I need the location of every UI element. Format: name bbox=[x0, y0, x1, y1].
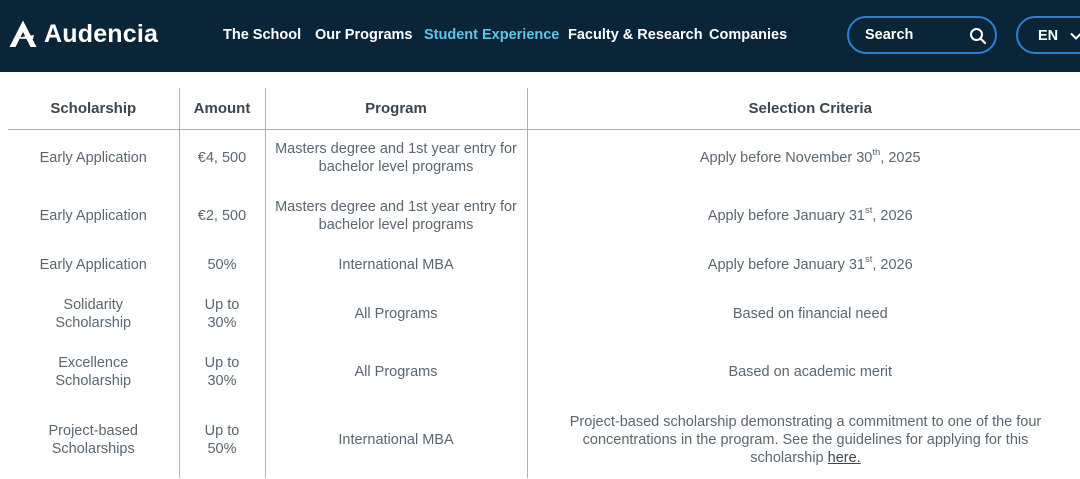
search-input[interactable] bbox=[865, 25, 965, 45]
language-label: EN bbox=[1038, 28, 1059, 44]
criteria-cell bbox=[527, 129, 1080, 186]
criteria-text: Project-based scholarship demonstrating a commitment to one of the four concentrations in the program. See the guidelines for applying for this scholarship bbox=[569, 414, 1042, 466]
table-header-row bbox=[8, 88, 1080, 129]
amount-cell bbox=[179, 342, 265, 402]
amount-cell: €4, 500 bbox=[179, 129, 265, 186]
column-header-program: Program bbox=[265, 88, 527, 129]
amount-cell: 50% bbox=[179, 245, 265, 285]
table-row bbox=[8, 402, 1080, 478]
nav-item-student-experience[interactable]: Student Experience bbox=[424, 27, 560, 43]
criteria-cell: Based on academic merit bbox=[527, 342, 1080, 402]
program-cell: Masters degree and 1st year entry for bachelor level programs bbox=[265, 129, 527, 186]
column-header-scholarship: Scholarship bbox=[8, 88, 179, 129]
table-row bbox=[8, 342, 1080, 402]
nav-item-companies[interactable]: Companies bbox=[709, 27, 788, 43]
language-selector[interactable] bbox=[1016, 16, 1080, 54]
chevron-down-icon bbox=[1070, 30, 1080, 42]
amount-cell-text: Up to 30% bbox=[204, 355, 240, 389]
scholarship-table bbox=[8, 88, 1080, 478]
program-cell: International MBA bbox=[265, 402, 527, 478]
criteria-cell bbox=[527, 245, 1080, 285]
column-header-amount: Amount bbox=[179, 88, 265, 129]
table-row bbox=[8, 186, 1080, 245]
amount-cell bbox=[179, 285, 265, 342]
audencia-logo[interactable] bbox=[8, 19, 158, 49]
criteria-year: , 2026 bbox=[872, 257, 913, 273]
amount-cell-text: Up to 50% bbox=[204, 423, 240, 457]
table-row bbox=[8, 285, 1080, 342]
scholarship-cell-text: Excellence Scholarship bbox=[55, 355, 132, 389]
scholarship-cell: Early Application bbox=[39, 150, 147, 167]
scholarship-cell bbox=[8, 402, 179, 478]
guidelines-link[interactable]: here. bbox=[827, 450, 861, 466]
search-icon[interactable] bbox=[969, 27, 987, 45]
table-row bbox=[8, 245, 1080, 285]
amount-cell bbox=[179, 402, 265, 478]
nav-item-the-school[interactable]: The School bbox=[223, 27, 302, 43]
criteria-cell bbox=[527, 402, 1080, 478]
criteria-year: , 2026 bbox=[872, 207, 913, 224]
ordinal-suffix: th bbox=[872, 147, 881, 159]
scholarship-cell-text: Solidarity Scholarship bbox=[55, 296, 132, 331]
brand-name: Audencia bbox=[44, 20, 159, 48]
column-header-selection-criteria: Selection Criteria bbox=[527, 88, 1080, 129]
audencia-logo-mark-icon bbox=[8, 19, 38, 49]
criteria-cell bbox=[527, 186, 1080, 245]
nav-item-our-programs[interactable]: Our Programs bbox=[315, 27, 413, 43]
amount-cell: €2, 500 bbox=[179, 186, 265, 245]
criteria-text: Apply before January 31 bbox=[707, 257, 865, 273]
search-box[interactable] bbox=[847, 16, 997, 54]
scholarship-cell-text: Project-based Scholarships bbox=[48, 423, 138, 457]
ordinal-suffix: st bbox=[864, 204, 873, 216]
scholarship-cell: Early Application bbox=[39, 207, 147, 224]
top-navigation-bar bbox=[0, 0, 1080, 72]
program-cell: Masters degree and 1st year entry for bachelor level programs bbox=[265, 186, 527, 245]
scholarship-cell bbox=[8, 285, 179, 342]
criteria-paragraph bbox=[546, 413, 1066, 467]
scholarship-cell bbox=[8, 342, 179, 402]
scholarship-cell: Early Application bbox=[39, 257, 147, 273]
program-cell: All Programs bbox=[265, 285, 527, 342]
criteria-cell: Based on financial need bbox=[527, 285, 1080, 342]
table-row bbox=[8, 129, 1080, 186]
amount-cell-text: Up to 30% bbox=[204, 296, 240, 331]
program-cell: International MBA bbox=[265, 245, 527, 285]
criteria-text: Apply before November 30 bbox=[699, 150, 873, 167]
criteria-text: Apply before January 31 bbox=[707, 207, 865, 224]
criteria-year: , 2025 bbox=[880, 150, 921, 167]
nav-item-faculty-research[interactable]: Faculty & Research bbox=[568, 27, 703, 43]
program-cell: All Programs bbox=[265, 342, 527, 402]
ordinal-suffix: st bbox=[864, 254, 873, 266]
